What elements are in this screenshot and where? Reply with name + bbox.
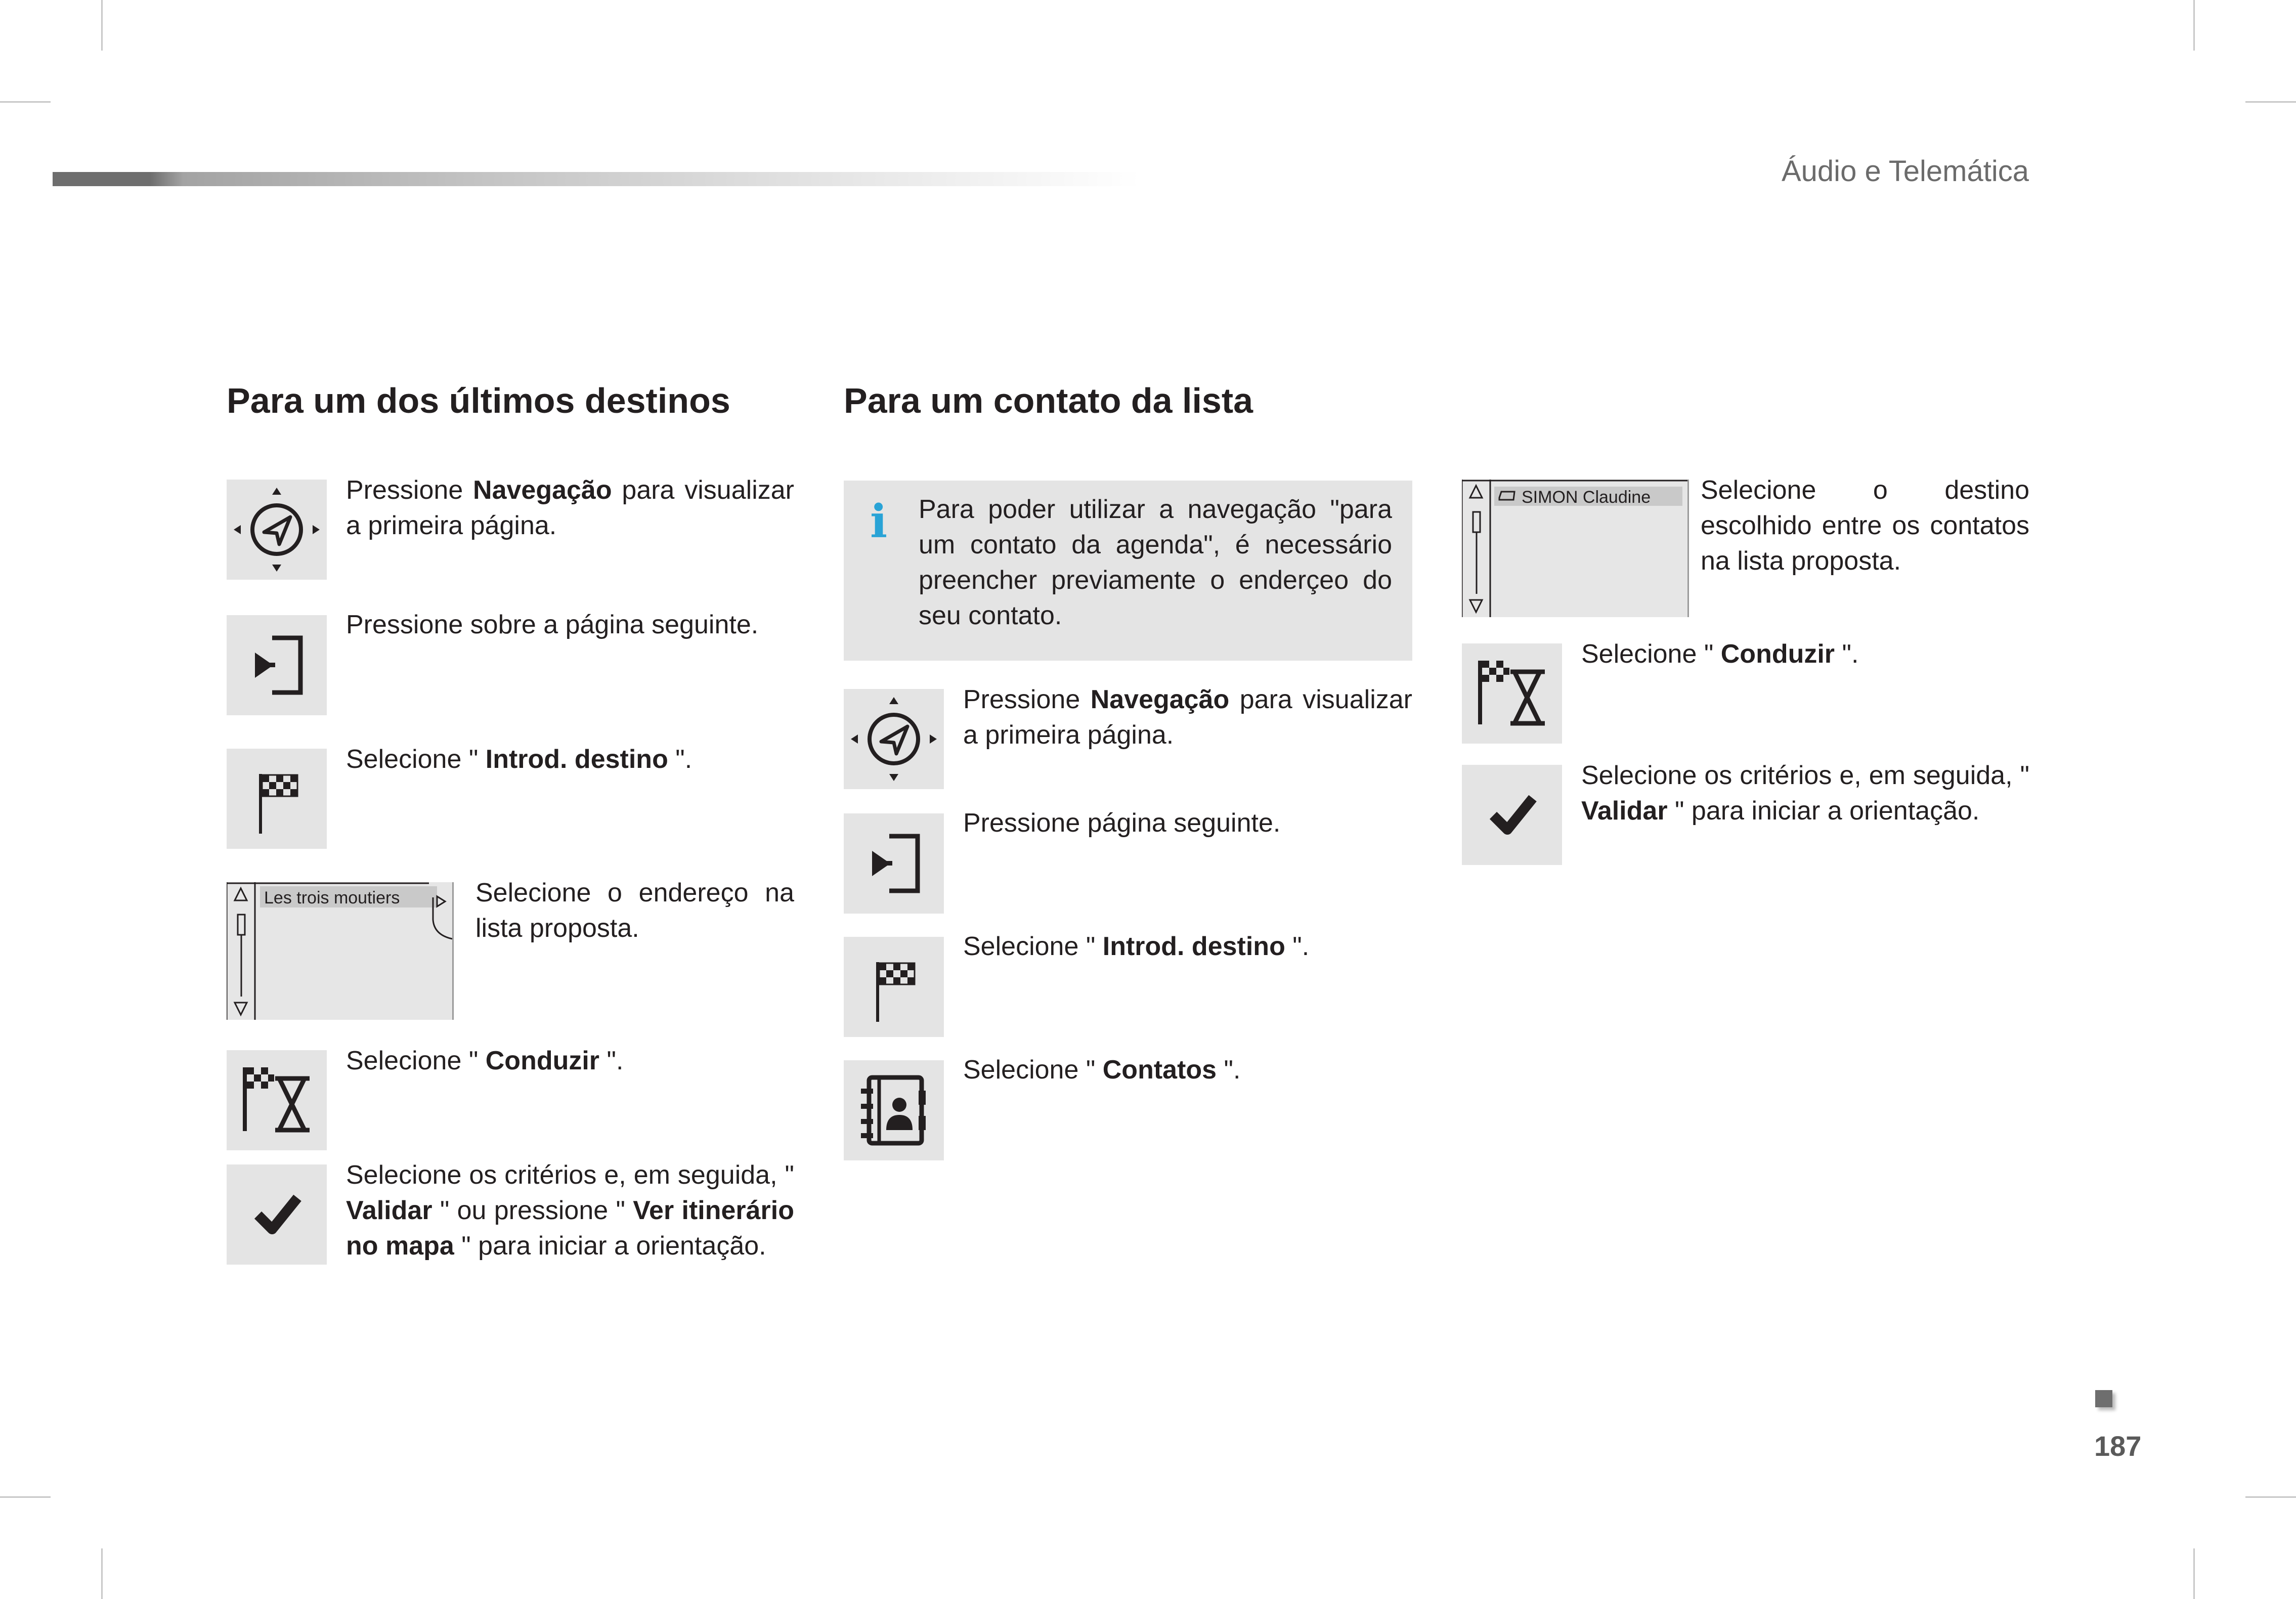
right-step-1: Selecione o destino escolhido entre os contatos na lista proposta. (1701, 476, 2029, 576)
flag-hourglass-icon (227, 1050, 327, 1150)
crop-mark (2245, 101, 2296, 103)
checkmark-icon (227, 1164, 327, 1265)
left-step-4: Selecione o endereço na lista proposta. (475, 878, 794, 943)
flag-hourglass-icon (1462, 643, 1562, 744)
info-icon: i (870, 495, 888, 548)
right-step-3: Selecione os critérios e, em seguida, " Validar " para iniciar a orientação. (1581, 761, 2029, 826)
destination-flag-icon (227, 749, 327, 849)
navigation-icon (844, 689, 944, 789)
section-title-contact-list: Para um contato da lista (844, 381, 1253, 420)
contacts-icon (844, 1060, 944, 1160)
middle-step-3: Selecione " Introd. destino ". (963, 932, 1310, 961)
right-step-2: Selecione " Conduzir ". (1581, 639, 1859, 669)
left-step-5: Selecione " Conduzir ". (346, 1046, 624, 1075)
left-step-2: Pressione sobre a página seguinte. (346, 610, 759, 639)
next-page-icon (844, 813, 944, 914)
info-note (844, 481, 1412, 661)
list-screen-entry: Les trois moutiers (264, 888, 400, 907)
crop-mark (2245, 1496, 2296, 1498)
crop-mark (0, 101, 51, 103)
left-step-6: Selecione os critérios e, em seguida, " Validar " ou pressione " Ver itinerário no mapa " para iniciar a orientação. (346, 1160, 794, 1261)
checkmark-icon (1462, 765, 1562, 865)
left-step-3: Selecione " Introd. destino ". (346, 745, 692, 774)
list-screen-icon (227, 882, 454, 1020)
header-gradient-bar (53, 172, 1140, 186)
crop-mark (2193, 0, 2195, 51)
crop-mark (2193, 1548, 2195, 1599)
middle-step-2: Pressione página seguinte. (963, 808, 1281, 838)
list-screen-entry: SIMON Claudine (1522, 488, 1651, 507)
page-number: 187 (2094, 1430, 2142, 1462)
left-step-1: Pressione Navegação para visualizar a primeira página. (346, 476, 794, 540)
crop-mark (0, 1496, 51, 1498)
info-text: Para poder utilizar a navegação "para um contato da agenda", é necessário preencher previamente o enderçeo do seu contato. (919, 495, 1392, 630)
middle-step-1: Pressione Navegação para visualizar a primeira página. (963, 685, 1412, 750)
list-screen-icon (1462, 480, 1689, 617)
middle-step-4: Selecione " Contatos ". (963, 1055, 1241, 1085)
page-marker-square (2095, 1390, 2112, 1407)
next-page-icon (227, 615, 327, 715)
navigation-icon (227, 480, 327, 580)
destination-flag-icon (844, 937, 944, 1037)
crop-mark (101, 1548, 103, 1599)
crop-mark (101, 0, 103, 51)
section-title-last-destinations: Para um dos últimos destinos (227, 381, 730, 420)
header-title: Áudio e Telemática (1781, 155, 2029, 188)
